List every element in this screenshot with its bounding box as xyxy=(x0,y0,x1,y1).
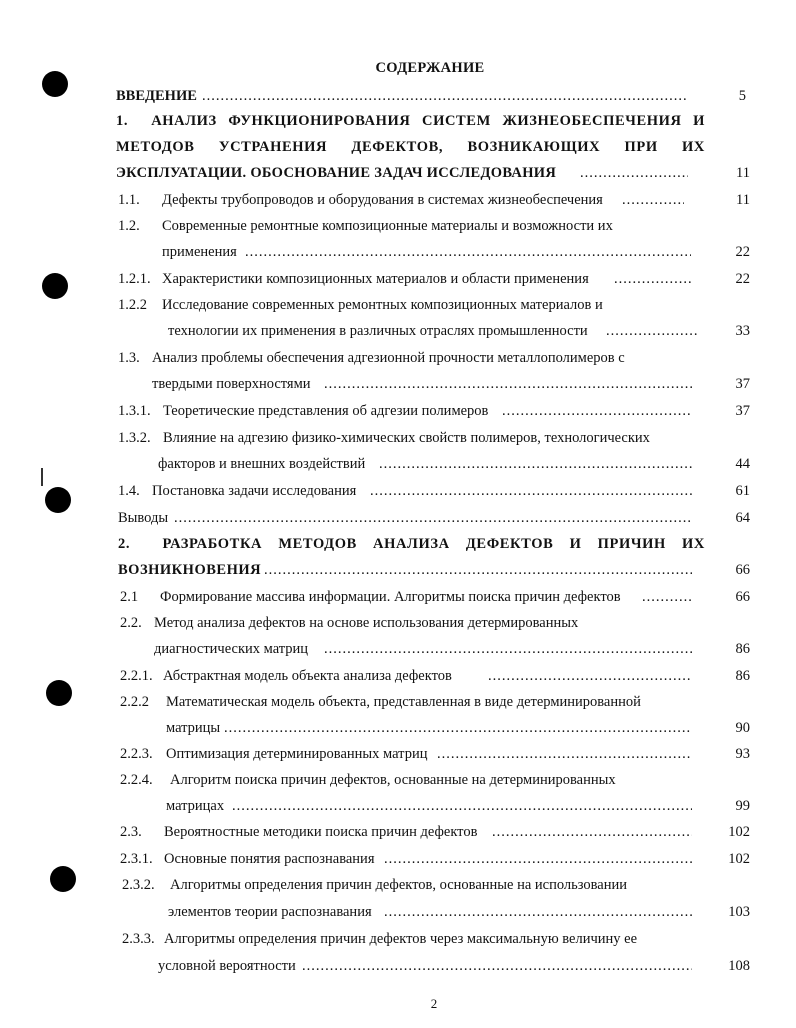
toc-leader xyxy=(232,796,692,816)
toc-entry-title: Выводы xyxy=(118,510,169,526)
toc-entry-page: 64 xyxy=(735,510,750,526)
toc-entry-title: Теоретические представления об адгезии полимеров xyxy=(163,403,489,419)
toc-entry-title-cont: технологии их применения в различных отраслях промышленности xyxy=(168,323,588,339)
toc-leader xyxy=(606,321,698,341)
toc-entry-title: Дефекты трубопроводов и оборудования в системах жизнеобеспечения xyxy=(162,192,603,208)
toc-leader xyxy=(324,374,692,394)
toc-entry xyxy=(0,190,796,210)
toc-entry-number: 1. xyxy=(116,113,129,129)
toc-entry-page: 11 xyxy=(736,165,750,181)
toc-entry-page: 66 xyxy=(735,562,750,578)
toc-leader xyxy=(384,849,692,869)
toc-entry xyxy=(0,508,796,528)
toc-entry-title: Основные понятия распознавания xyxy=(164,851,375,867)
toc-entry-title-cont: ВОЗНИКНОВЕНИЯ xyxy=(118,562,262,578)
toc-entry-title-cont: МЕТОДОВ УСТРАНЕНИЯ ДЕФЕКТОВ, ВОЗНИКАЮЩИХ ПРИ ИХ xyxy=(116,139,705,155)
toc-entry-page: 61 xyxy=(735,483,750,499)
toc-entry-title-cont: элементов теории распознавания xyxy=(168,904,372,920)
toc-entry-number: 2.2.1. xyxy=(120,668,153,684)
toc-entry-page: 22 xyxy=(735,271,750,287)
toc-entry xyxy=(0,86,796,106)
toc-entry-number: 2.3.1. xyxy=(120,851,153,867)
toc-entry-page: 102 xyxy=(728,824,750,840)
toc-entry-title-cont: условной вероятности xyxy=(158,958,296,974)
toc-entry-title: 1. АНАЛИЗ ФУНКЦИОНИРОВАНИЯ СИСТЕМ ЖИЗНЕОБЕСПЕЧЕНИЯ И xyxy=(116,113,706,129)
toc-entry xyxy=(0,849,796,869)
toc-leader xyxy=(370,481,692,501)
toc-entry-title: Влияние на адгезию физико-химических свойств полимеров, технологических xyxy=(163,430,650,446)
toc-entry-title: Оптимизация детерминированных матриц xyxy=(166,746,428,762)
toc-entry-number: 2. xyxy=(118,536,131,552)
toc-entry-title-cont: твердыми поверхностями xyxy=(152,376,311,392)
toc-entry-number: 2.2.4. xyxy=(120,772,153,788)
toc-entry-page: 93 xyxy=(735,746,750,762)
toc-leader xyxy=(580,163,688,183)
toc-leader xyxy=(488,666,692,686)
toc-leader xyxy=(642,587,692,607)
toc-entry xyxy=(0,744,796,764)
toc-entry-page: 37 xyxy=(735,403,750,419)
toc-leader xyxy=(502,401,692,421)
toc-entry xyxy=(0,481,796,501)
toc-entry-number: 2.3. xyxy=(120,824,142,840)
toc-entry-title: Метод анализа дефектов на основе использования детермированных xyxy=(154,615,579,631)
toc-entry xyxy=(0,666,796,686)
toc-entry-number: 2.2.3. xyxy=(120,746,153,762)
toc-entry-title-cont: матрицах xyxy=(166,798,225,814)
toc-entry-number: 1.2.2 xyxy=(118,297,147,313)
toc-entry-page: 102 xyxy=(728,851,750,867)
toc-entry-number: 1.1. xyxy=(118,192,140,208)
toc-entry-page: 86 xyxy=(735,641,750,657)
toc-entry-title: 2. РАЗРАБОТКА МЕТОДОВ АНАЛИЗА ДЕФЕКТОВ И ПРИЧИН ИХ xyxy=(118,536,705,552)
toc-entry-number: 1.4. xyxy=(118,483,140,499)
toc-entry-number: 1.3.2. xyxy=(118,430,151,446)
toc-entry-number: 2.1 xyxy=(120,589,139,605)
toc-entry-title: Анализ проблемы обеспечения адгезионной прочности металлополимеров с xyxy=(152,350,625,366)
toc-entry-title: Характеристики композиционных материалов и области применения xyxy=(162,271,589,287)
toc-leader xyxy=(302,956,692,976)
toc-entry-page: 86 xyxy=(735,668,750,684)
toc-entry-number: 1.3. xyxy=(118,350,140,366)
toc-entry-page: 108 xyxy=(728,958,750,974)
toc-entry-title: Формирование массива информации. Алгоритмы поиска причин дефектов xyxy=(160,589,621,605)
page-number: 2 xyxy=(430,996,438,1011)
toc-entry-page: 99 xyxy=(735,798,750,814)
toc-leader xyxy=(622,190,684,210)
toc-entry-title: Алгоритмы определения причин дефектов, основанные на использовании xyxy=(170,877,628,893)
toc-entry-page: 37 xyxy=(735,376,750,392)
toc-leader xyxy=(384,902,692,922)
toc-leader xyxy=(264,560,692,580)
toc-leader xyxy=(174,508,692,528)
toc-entry-title: Абстрактная модель объекта анализа дефектов xyxy=(163,668,452,684)
toc-entry-title: ВВЕДЕНИЕ xyxy=(116,88,197,104)
toc-entry xyxy=(0,401,796,421)
toc-entry-page: 22 xyxy=(735,244,750,260)
toc-entry-page: 103 xyxy=(728,904,750,920)
toc-entry-page: 33 xyxy=(735,323,750,339)
toc-entry-title-cont: факторов и внешних воздействий xyxy=(158,456,366,472)
toc-entry-page: 66 xyxy=(735,589,750,605)
toc-entry-title: Алгоритмы определения причин дефектов через максимальную величину ее xyxy=(164,931,638,947)
toc-entry-number: 2.2. xyxy=(120,615,142,631)
toc-leader xyxy=(437,744,692,764)
toc-leader xyxy=(224,718,692,738)
toc-entry-title: Математическая модель объекта, представленная в виде детерминированной xyxy=(166,694,641,710)
toc-entry-title-cont: применения xyxy=(162,244,237,260)
toc-entry xyxy=(0,269,796,289)
toc-entry-page: 11 xyxy=(736,192,750,208)
toc-entry-title: Современные ремонтные композиционные материалы и возможности их xyxy=(162,218,613,234)
toc-entry-title: Постановка задачи исследования xyxy=(152,483,357,499)
page-title: СОДЕРЖАНИЕ xyxy=(375,60,485,76)
toc-entry xyxy=(0,822,796,842)
toc-entry-page: 44 xyxy=(735,456,750,472)
toc-entry-number: 1.2. xyxy=(118,218,140,234)
toc-entry-number: 2.3.2. xyxy=(122,877,155,893)
toc-entry-number: 1.2.1. xyxy=(118,271,151,287)
toc-leader xyxy=(492,822,692,842)
toc-leader xyxy=(202,86,688,106)
toc-leader xyxy=(324,639,692,659)
toc-leader xyxy=(614,269,692,289)
toc-entry-title-cont: диагностических матриц xyxy=(154,641,309,657)
toc-entry-title: Алгоритм поиска причин дефектов, основанные на детерминированных xyxy=(170,772,616,788)
toc-entry-title-cont: матрицы xyxy=(166,720,221,736)
toc-entry-number: 2.2.2 xyxy=(120,694,149,710)
toc-entry-title: Вероятностные методики поиска причин дефектов xyxy=(164,824,478,840)
toc-entry-number: 2.3.3. xyxy=(122,931,155,947)
toc-entry-page: 5 xyxy=(738,88,746,104)
toc-entry-page: 90 xyxy=(735,720,750,736)
toc-entry xyxy=(0,587,796,607)
toc-leader xyxy=(379,454,693,474)
toc-entry-title: Исследование современных ремонтных композиционных материалов и xyxy=(162,297,603,313)
toc-entry-number: 1.3.1. xyxy=(118,403,151,419)
toc-entry-title-cont: ЭКСПЛУАТАЦИИ. ОБОСНОВАНИЕ ЗАДАЧ ИССЛЕДОВАНИЯ xyxy=(116,165,557,181)
toc-leader xyxy=(245,242,691,262)
